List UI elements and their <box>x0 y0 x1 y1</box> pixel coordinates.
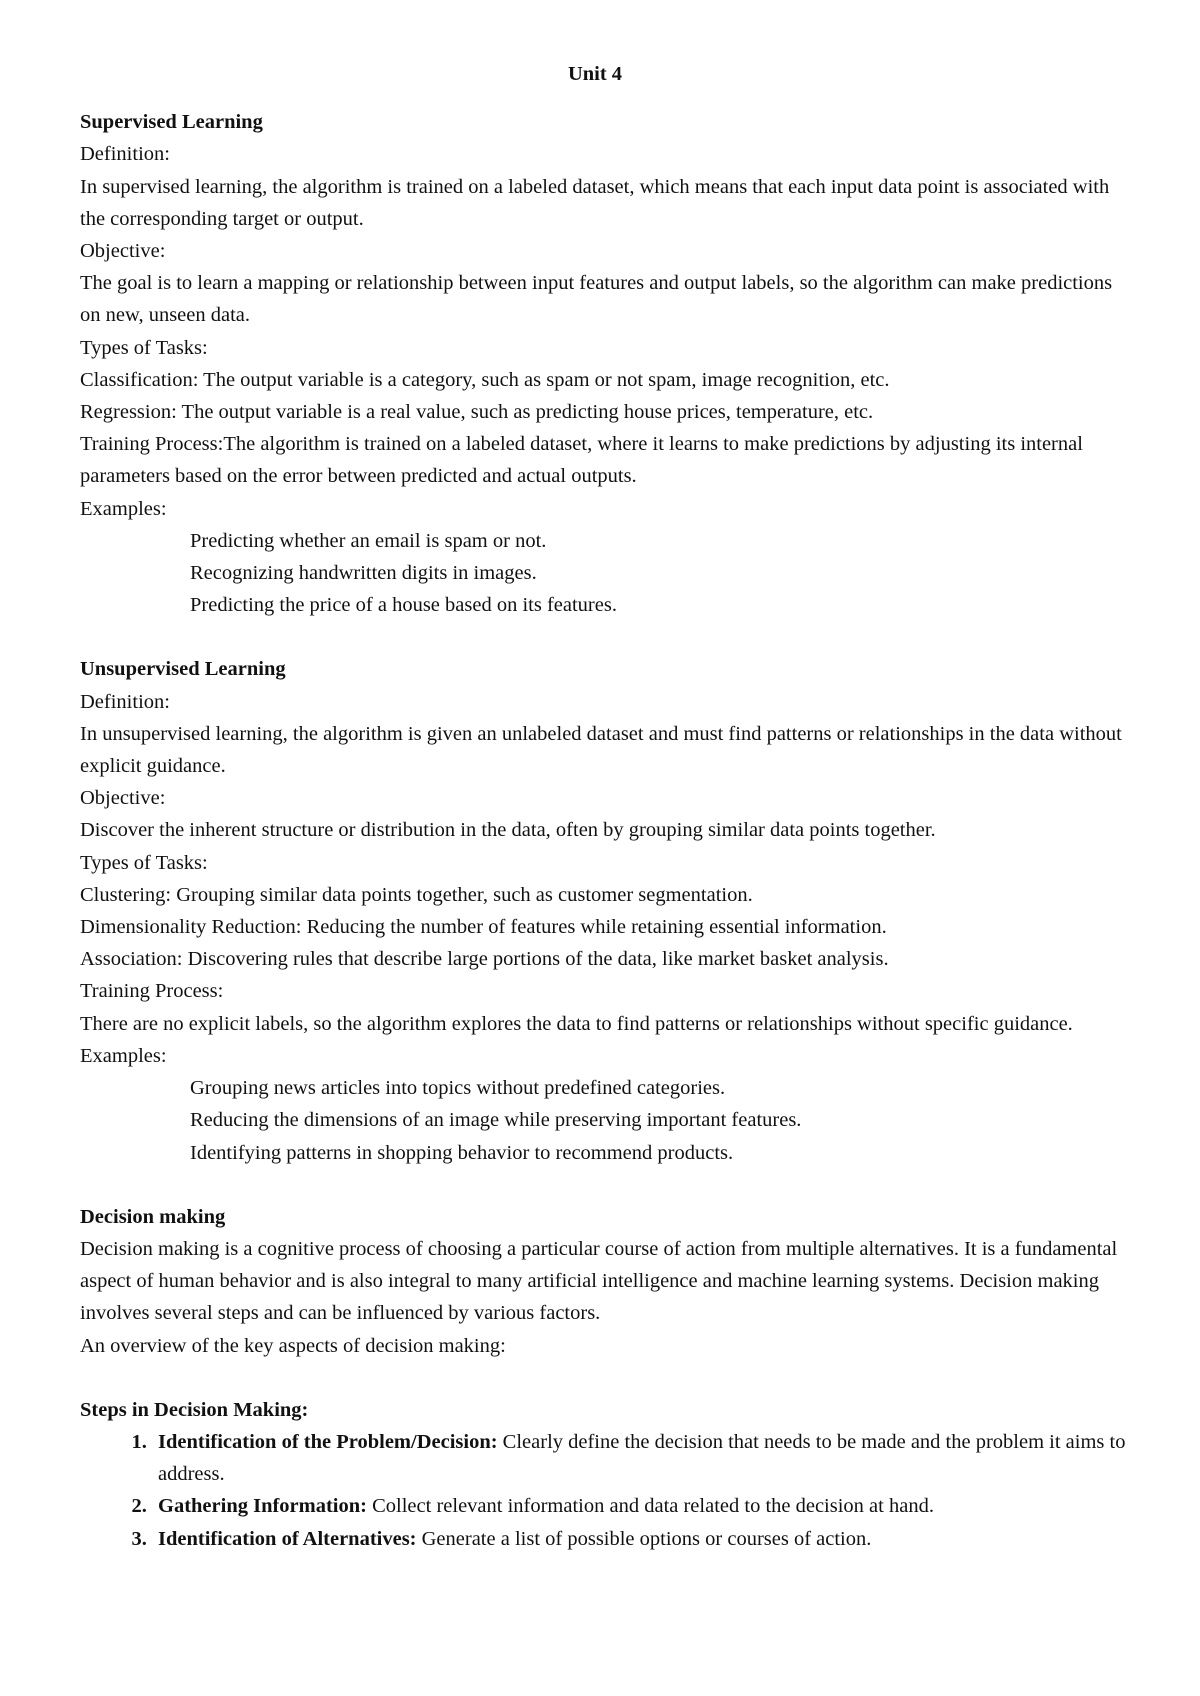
tasks-label: Types of Tasks: <box>80 336 208 359</box>
step-term: Identification of Alternatives: <box>158 1527 417 1550</box>
step-text: Generate a list of possible options or courses of action. <box>416 1527 872 1550</box>
step-item <box>152 1426 1130 1490</box>
examples-label: Examples: <box>80 1044 167 1067</box>
section-spacer <box>80 1362 1130 1394</box>
example-item: Predicting whether an email is spam or not. <box>190 529 547 552</box>
definition-text: In unsupervised learning, the algorithm is given an unlabeled dataset and must find patterns or relationships in the data without explicit guidance. <box>80 722 1122 778</box>
supervised-learning-section <box>80 106 1130 621</box>
document-page <box>80 58 1130 1555</box>
task-association: Association: Discovering rules that describe large portions of the data, like market basket analysis. <box>80 948 889 971</box>
examples-label: Examples: <box>80 497 167 520</box>
decision-overview: An overview of the key aspects of decision making: <box>80 1334 506 1357</box>
step-item <box>152 1523 1130 1555</box>
step-item <box>152 1490 1130 1522</box>
objective-text: The goal is to learn a mapping or relationship between input features and output labels, so the algorithm can make predictions on new, unseen data. <box>80 272 1113 327</box>
task-classification: Classification: The output variable is a category, such as spam or not spam, image recognition, etc. <box>80 368 890 391</box>
training-process: Training Process:The algorithm is trained on a labeled dataset, where it learns to make predictions by adjusting its internal parameters based on the error between predicted and actual outputs. <box>80 433 1083 488</box>
training-process-text: There are no explicit labels, so the algorithm explores the data to find patterns or relationships without specific guidance. <box>80 1012 1073 1035</box>
definition-label: Definition: <box>80 690 170 713</box>
step-text: Clearly define the decision that needs to be made and the problem it aims to address. <box>158 1430 1126 1486</box>
training-process-label: Training Process: <box>80 980 224 1003</box>
example-item: Reducing the dimensions of an image while preserving important features. <box>190 1109 802 1132</box>
task-dimensionality-reduction: Dimensionality Reduction: Reducing the number of features while retaining essential information. <box>80 916 887 939</box>
section-spacer <box>80 621 1130 653</box>
step-term: Gathering Information: <box>158 1495 367 1518</box>
example-item: Recognizing handwritten digits in images. <box>190 562 537 585</box>
objective-label: Objective: <box>80 787 166 810</box>
example-item: Grouping news articles into topics without predefined categories. <box>190 1077 726 1100</box>
page-title: Unit 4 <box>567 63 623 85</box>
decision-intro: Decision making is a cognitive process of choosing a particular course of action from multiple alternatives. It is a fundamental aspect of human behavior and is also integral to many artificial intelligence and machine learning systems. Decision making involves several steps and can be influenced by various factors. <box>80 1237 1118 1325</box>
example-item: Identifying patterns in shopping behavior to recommend products. <box>190 1141 734 1164</box>
objective-label: Objective: <box>80 240 166 263</box>
definition-text: In supervised learning, the algorithm is trained on a labeled dataset, which means that each input data point is associated with the corresponding target or output. <box>80 175 1110 230</box>
unsupervised-learning-section <box>80 653 1130 1168</box>
section-heading: Unsupervised Learning <box>80 658 286 681</box>
steps-heading: Steps in Decision Making: <box>80 1398 309 1421</box>
definition-label: Definition: <box>80 143 170 166</box>
section-heading: Decision making <box>80 1205 226 1228</box>
step-term: Identification of the Problem/Decision: <box>158 1430 498 1453</box>
objective-text: Discover the inherent structure or distribution in the data, often by grouping similar data points together. <box>80 819 936 842</box>
task-clustering: Clustering: Grouping similar data points together, such as customer segmentation. <box>80 883 753 906</box>
step-text: Collect relevant information and data related to the decision at hand. <box>366 1495 934 1518</box>
example-item: Predicting the price of a house based on its features. <box>190 594 617 617</box>
decision-making-section <box>80 1201 1130 1555</box>
tasks-label: Types of Tasks: <box>80 851 208 874</box>
steps-list <box>80 1426 1130 1555</box>
task-regression: Regression: The output variable is a real value, such as predicting house prices, temperature, etc. <box>80 401 874 424</box>
section-heading: Supervised Learning <box>80 111 263 134</box>
section-spacer <box>80 1169 1130 1201</box>
